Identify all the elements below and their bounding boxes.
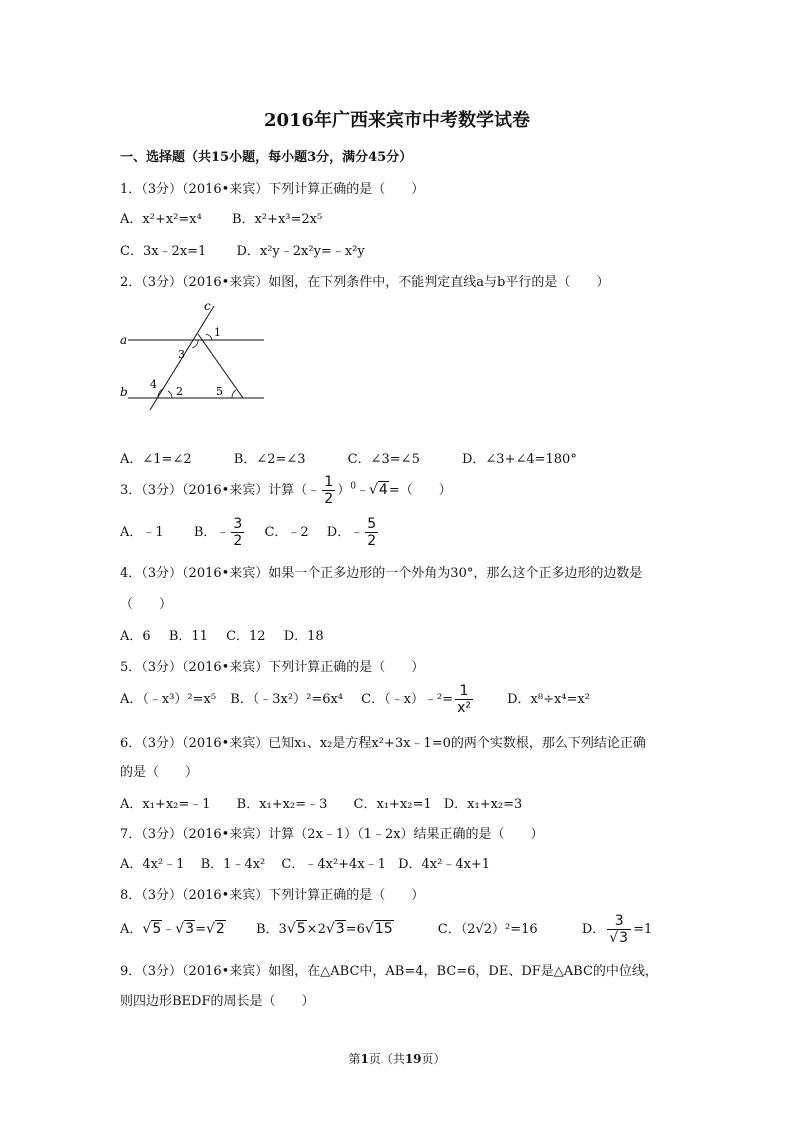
page-title: 2016年广西来宾市中考数学试卷 bbox=[263, 110, 531, 131]
question-6-stem: 6．（3分）（2016•来宾）已知x₁、x₂是方程x²+3x﹣1=0的两个实数根，那么下列结论正确 bbox=[120, 736, 646, 751]
question-7-options bbox=[120, 853, 490, 872]
option-a[interactable]: A．x²+x²=x⁴ bbox=[120, 212, 202, 227]
option-a[interactable]: A．x₁+x₂=﹣1 bbox=[120, 797, 211, 812]
section-heading: 一、选择题（共15小题，每小题3分，满分45分） bbox=[120, 150, 413, 165]
option-c[interactable]: C．﹣2 bbox=[264, 525, 309, 540]
option-a[interactable] bbox=[120, 922, 226, 937]
option-c[interactable] bbox=[361, 683, 475, 716]
question-3-stem bbox=[120, 474, 452, 507]
option-a[interactable]: A．（﹣x³）²=x⁵ bbox=[120, 692, 217, 707]
angle-2-arc bbox=[168, 391, 172, 398]
label-c: c bbox=[204, 299, 211, 313]
question-6-options bbox=[120, 793, 522, 812]
footer-text: 页） bbox=[421, 1052, 446, 1066]
option-b[interactable] bbox=[256, 922, 394, 937]
question-3-options bbox=[120, 516, 380, 549]
numerator: 1 bbox=[324, 474, 334, 490]
option-label: C．（﹣x）﹣²= bbox=[361, 692, 454, 707]
option-label: D．﹣ bbox=[326, 525, 364, 540]
coefficient: 3 bbox=[278, 922, 287, 937]
question-9-stem: 9．（3分）（2016•来宾）如图，在△ABC中，AB=4，BC=6，DE、DF是△ABC的中位线， bbox=[120, 964, 658, 979]
fraction bbox=[365, 516, 378, 549]
radicand: 3 bbox=[185, 921, 195, 937]
numerator: 3 bbox=[607, 913, 631, 930]
sqrt: √15 bbox=[364, 921, 393, 937]
question-2-stem: 2．（3分）（2016•来宾）如图，在下列条件中，不能判定直线a与b平行的是（ ） bbox=[120, 275, 610, 290]
option-b[interactable]: B．（﹣3x²）²=6x⁴ bbox=[230, 692, 344, 707]
option-c[interactable]: C．∠3=∠5 bbox=[347, 452, 420, 467]
question-4-stem-2: （ ） bbox=[120, 597, 173, 612]
stem-text: =（ ） bbox=[388, 483, 452, 498]
option-d[interactable] bbox=[326, 516, 380, 549]
denominator: x² bbox=[457, 700, 471, 716]
option-b[interactable]: B．1﹣4x² bbox=[200, 857, 266, 872]
option-c[interactable]: C．（2√2）²=16 bbox=[437, 922, 538, 937]
denominator: 2 bbox=[367, 533, 377, 549]
numerator: 5 bbox=[367, 516, 377, 532]
question-2-options bbox=[120, 448, 577, 467]
option-label: A． bbox=[120, 922, 143, 937]
question-7-stem: 7．（3分）（2016•来宾）计算（2x﹣1）（1﹣2x）结果正确的是（ ） bbox=[120, 827, 544, 842]
radicand: 5 bbox=[296, 921, 306, 937]
operator: ×2 bbox=[306, 922, 326, 937]
operator: ﹣ bbox=[162, 922, 176, 937]
footer-text: 第 bbox=[348, 1052, 361, 1066]
option-a[interactable]: A．4x²﹣1 bbox=[120, 857, 185, 872]
sqrt: √3 bbox=[609, 930, 629, 946]
option-label: B．﹣ bbox=[193, 525, 230, 540]
question-1-options bbox=[120, 208, 322, 227]
option-d[interactable]: D．18 bbox=[283, 629, 324, 644]
angle-1-arc bbox=[206, 334, 212, 340]
question-9-stem-2: 则四边形BEDF的周长是（ ） bbox=[120, 994, 315, 1009]
option-c[interactable]: C．﹣4x²+4x﹣1 bbox=[281, 857, 386, 872]
option-b[interactable]: B．11 bbox=[168, 629, 208, 644]
stem-text: ） bbox=[337, 483, 351, 498]
operator: =1 bbox=[633, 922, 653, 937]
radicand: 5 bbox=[152, 921, 162, 937]
label-angle-5: 5 bbox=[216, 385, 223, 398]
question-5-stem: 5．（3分）（2016•来宾）下列计算正确的是（ ） bbox=[120, 660, 425, 675]
operator: =6 bbox=[345, 922, 365, 937]
option-a[interactable]: A．∠1=∠2 bbox=[120, 452, 192, 467]
parallel-lines-figure bbox=[118, 298, 278, 413]
label-angle-3: 3 bbox=[178, 348, 185, 361]
label-angle-4: 4 bbox=[150, 378, 157, 391]
option-c[interactable]: C．3x﹣2x=1 bbox=[120, 244, 207, 259]
fraction bbox=[607, 913, 631, 946]
option-d[interactable]: D．x²y﹣2x²y=﹣x²y bbox=[236, 244, 365, 259]
fraction bbox=[231, 516, 244, 549]
total-pages: 19 bbox=[404, 1052, 422, 1066]
fraction bbox=[455, 683, 473, 716]
question-4-options bbox=[120, 625, 324, 644]
page-footer bbox=[0, 1050, 794, 1067]
radicand: 4 bbox=[378, 482, 388, 498]
operator: = bbox=[195, 922, 206, 937]
option-a[interactable]: A．﹣1 bbox=[120, 525, 164, 540]
option-c[interactable]: C．12 bbox=[226, 629, 266, 644]
radicand: 3 bbox=[335, 921, 345, 937]
radicand: 15 bbox=[374, 921, 393, 937]
option-b[interactable]: B．x₁+x₂=﹣3 bbox=[236, 797, 328, 812]
option-d[interactable]: D．∠3+∠4=180° bbox=[461, 452, 577, 467]
stem-text: 3．（3分）（2016•来宾）计算（﹣ bbox=[120, 483, 321, 498]
label-a: a bbox=[120, 333, 128, 347]
option-d[interactable]: D．x⁸÷x⁴=x² bbox=[507, 692, 590, 707]
option-c[interactable]: C．x₁+x₂=1 bbox=[353, 797, 432, 812]
option-a[interactable]: A．6 bbox=[120, 629, 151, 644]
question-1-stem: 1．（3分）（2016•来宾）下列计算正确的是（ ） bbox=[120, 182, 425, 197]
sqrt: √2 bbox=[206, 921, 225, 937]
question-8-options bbox=[120, 913, 652, 946]
sqrt: √4 bbox=[368, 482, 388, 498]
fraction bbox=[322, 474, 335, 507]
radicand: 2 bbox=[215, 921, 225, 937]
footer-text: 页（共 bbox=[368, 1052, 405, 1066]
question-8-stem: 8．（3分）（2016•来宾）下列计算正确的是（ ） bbox=[120, 888, 425, 903]
option-d[interactable]: D．x₁+x₂=3 bbox=[443, 797, 523, 812]
denominator: 2 bbox=[324, 491, 334, 507]
sqrt: √3 bbox=[325, 921, 345, 937]
numerator: 3 bbox=[233, 516, 243, 532]
option-b[interactable]: B．x²+x³=2x⁵ bbox=[231, 212, 323, 227]
question-5-options bbox=[120, 683, 590, 716]
denominator: 2 bbox=[233, 533, 243, 549]
radicand: 3 bbox=[619, 930, 629, 946]
sqrt: √5 bbox=[286, 921, 306, 937]
stem-text: ﹣ bbox=[355, 483, 369, 498]
option-b[interactable] bbox=[193, 516, 246, 549]
sqrt: √3 bbox=[175, 921, 195, 937]
angle-5-arc bbox=[232, 390, 236, 398]
label-angle-1: 1 bbox=[214, 326, 221, 339]
question-4-stem: 4．（3分）（2016•来宾）如果一个正多边形的一个外角为30°，那么这个正多边形的边数是 bbox=[120, 566, 643, 581]
sqrt: √5 bbox=[142, 921, 162, 937]
question-6-stem-2: 的是（ ） bbox=[120, 765, 199, 780]
option-label: D． bbox=[581, 922, 606, 937]
denominator bbox=[607, 930, 631, 946]
question-1-options-2 bbox=[120, 240, 365, 259]
numerator: 1 bbox=[455, 683, 473, 700]
exponent: 0 bbox=[350, 481, 356, 492]
option-d[interactable]: D．4x²﹣4x+1 bbox=[398, 857, 491, 872]
option-label: B． bbox=[255, 922, 279, 937]
option-b[interactable]: B．∠2=∠3 bbox=[233, 452, 306, 467]
option-d[interactable] bbox=[581, 913, 653, 946]
label-angle-2: 2 bbox=[176, 385, 183, 398]
label-b: b bbox=[120, 385, 128, 399]
page-number: 1 bbox=[360, 1052, 369, 1066]
